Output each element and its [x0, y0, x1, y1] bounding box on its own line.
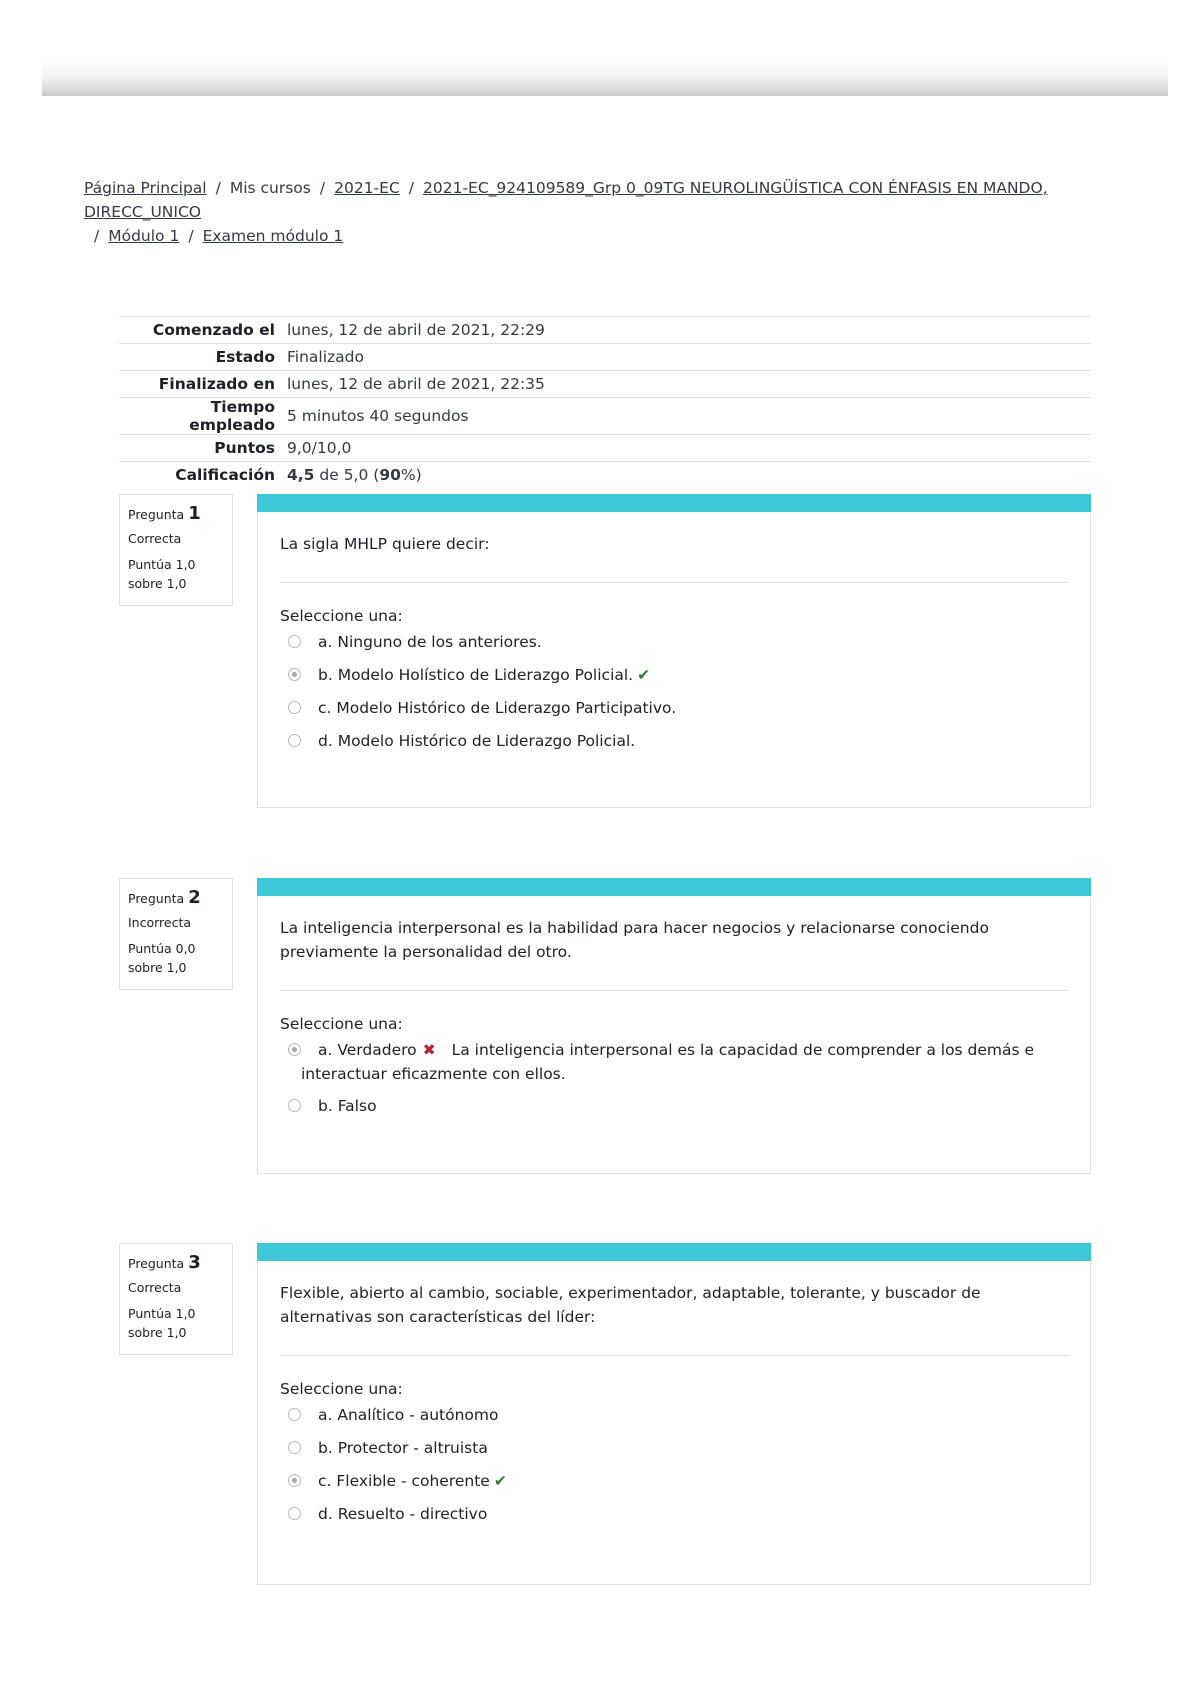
grade-percent: 90	[379, 466, 401, 485]
answer-option[interactable]	[280, 1502, 1068, 1535]
radio-button[interactable]	[288, 635, 301, 648]
question-prefix: Pregunta	[128, 891, 185, 906]
breadcrumb-my-courses: Mis cursos	[229, 179, 311, 197]
answer-feedback-continued: interactuar eficazmente con ellos.	[301, 1065, 566, 1083]
radio-button[interactable]	[288, 1507, 301, 1520]
answer-prompt: Seleccione una:	[280, 1015, 403, 1033]
question-info-2	[119, 878, 233, 990]
answer-label-group	[301, 1038, 1035, 1086]
grade-score: 4,5	[287, 466, 315, 485]
question-header-bar	[257, 878, 1091, 896]
breadcrumb-category-link[interactable]: 2021-EC	[334, 179, 400, 197]
grade-middle: de 5,0 (	[314, 466, 380, 485]
question-number: 2	[188, 887, 201, 908]
question-content-2	[257, 878, 1091, 1174]
breadcrumb-separator: /	[94, 227, 100, 245]
attempt-summary-table	[119, 316, 1091, 489]
summary-label: Finalizado en	[119, 371, 281, 398]
answer-label: a. Analítico - autónomo	[318, 1406, 499, 1424]
radio-button-selected[interactable]	[288, 1043, 301, 1056]
question-state: Correcta	[128, 1280, 182, 1295]
summary-label: Comenzado el	[119, 317, 281, 344]
radio-button[interactable]	[288, 1099, 301, 1112]
divider	[280, 1355, 1068, 1356]
question-grade-max: sobre 1,0	[128, 1325, 187, 1340]
radio-button[interactable]	[288, 1408, 301, 1421]
question-content-1	[257, 494, 1091, 808]
summary-row-finished	[119, 371, 1091, 398]
radio-button[interactable]	[288, 1441, 301, 1454]
correct-icon: ✔	[637, 666, 651, 684]
breadcrumb-separator: /	[215, 179, 221, 197]
breadcrumb-separator: /	[408, 179, 414, 197]
divider	[280, 990, 1068, 991]
question-content-3	[257, 1243, 1091, 1585]
answer-option[interactable]	[280, 696, 1068, 729]
question-number: 3	[188, 1252, 201, 1273]
summary-value: lunes, 12 de abril de 2021, 22:35	[281, 371, 1091, 398]
divider	[280, 582, 1068, 583]
question-header-bar	[257, 1243, 1091, 1261]
question-text: La sigla MHLP quiere decir:	[280, 535, 490, 553]
breadcrumb-exam-link[interactable]: Examen módulo 1	[202, 227, 344, 245]
summary-row-started	[119, 317, 1091, 344]
question-info-3	[119, 1243, 233, 1355]
summary-value	[281, 462, 1091, 489]
breadcrumb-home-link[interactable]: Página Principal	[84, 179, 207, 197]
answer-label: a. Verdadero	[318, 1041, 417, 1059]
answer-option[interactable]	[280, 729, 1068, 762]
question-prefix: Pregunta	[128, 1256, 185, 1271]
radio-button-selected[interactable]	[288, 1474, 301, 1487]
answer-prompt: Seleccione una:	[280, 607, 403, 625]
answer-option[interactable]	[280, 1403, 1068, 1436]
answer-prompt: Seleccione una:	[280, 1380, 403, 1398]
summary-label: Estado	[119, 344, 281, 371]
summary-label: Tiempo empleado	[119, 398, 281, 435]
breadcrumb-course-link[interactable]: 2021-EC_924109589_Grp 0_09TG NEUROLINGÜÍSTICA CON ÉNFASIS EN MANDO, DIRECC_UNICO	[84, 179, 1048, 221]
question-grade: Puntúa 1,0	[128, 1306, 196, 1321]
summary-row-time-taken	[119, 398, 1091, 435]
question-number: 1	[188, 503, 201, 524]
answer-option[interactable]	[280, 1094, 1068, 1127]
breadcrumb-module-link[interactable]: Módulo 1	[108, 227, 180, 245]
answer-option[interactable]	[280, 1038, 1068, 1094]
summary-value: Finalizado	[281, 344, 1091, 371]
summary-label: Calificación	[119, 462, 281, 489]
answer-option[interactable]	[280, 1469, 1068, 1502]
question-state: Incorrecta	[128, 915, 192, 930]
answer-option[interactable]	[280, 1436, 1068, 1469]
incorrect-icon: ✖	[422, 1041, 436, 1059]
summary-value: 9,0/10,0	[281, 435, 1091, 462]
question-state: Correcta	[128, 531, 182, 546]
correct-icon: ✔	[493, 1472, 507, 1490]
answer-label: b. Protector - altruista	[318, 1439, 488, 1457]
radio-button[interactable]	[288, 734, 301, 747]
summary-row-state	[119, 344, 1091, 371]
answer-feedback: La inteligencia interpersonal es la capacidad de comprender a los demás e	[451, 1041, 1035, 1059]
answer-label: c. Flexible - coherente	[318, 1472, 490, 1490]
question-header-bar	[257, 494, 1091, 512]
radio-button[interactable]	[288, 701, 301, 714]
summary-label: Puntos	[119, 435, 281, 462]
question-grade: Puntúa 1,0	[128, 557, 196, 572]
question-info-1	[119, 494, 233, 606]
answer-label: b. Falso	[318, 1097, 377, 1115]
question-grade-max: sobre 1,0	[128, 576, 187, 591]
answer-label: d. Modelo Histórico de Liderazgo Policial.	[318, 732, 636, 750]
breadcrumb-separator: /	[319, 179, 326, 197]
summary-row-grade	[119, 462, 1091, 489]
answer-label: a. Ninguno de los anteriores.	[318, 633, 542, 651]
answer-option[interactable]	[280, 630, 1068, 663]
header-shadow	[42, 60, 1168, 96]
breadcrumb	[84, 176, 1134, 248]
question-grade: Puntúa 0,0	[128, 941, 196, 956]
answer-option[interactable]	[280, 663, 1068, 696]
question-grade-max: sobre 1,0	[128, 960, 187, 975]
question-text: Flexible, abierto al cambio, sociable, experimentador, adaptable, tolerante, y buscador de alternativas son características del líder:	[280, 1284, 981, 1326]
summary-value: lunes, 12 de abril de 2021, 22:29	[281, 317, 1091, 344]
question-text: La inteligencia interpersonal es la habilidad para hacer negocios y relacionarse conociendo previamente la personalidad del otro.	[280, 919, 989, 961]
answer-label: b. Modelo Holístico de Liderazgo Policial.	[318, 666, 634, 684]
answer-label: d. Resuelto - directivo	[318, 1505, 488, 1523]
summary-value: 5 minutos 40 segundos	[281, 398, 1091, 435]
question-prefix: Pregunta	[128, 507, 185, 522]
grade-end: %)	[400, 466, 422, 485]
answer-label: c. Modelo Histórico de Liderazgo Participativo.	[318, 699, 677, 717]
summary-row-points	[119, 435, 1091, 462]
breadcrumb-separator: /	[188, 227, 194, 245]
radio-button-selected[interactable]	[288, 668, 301, 681]
